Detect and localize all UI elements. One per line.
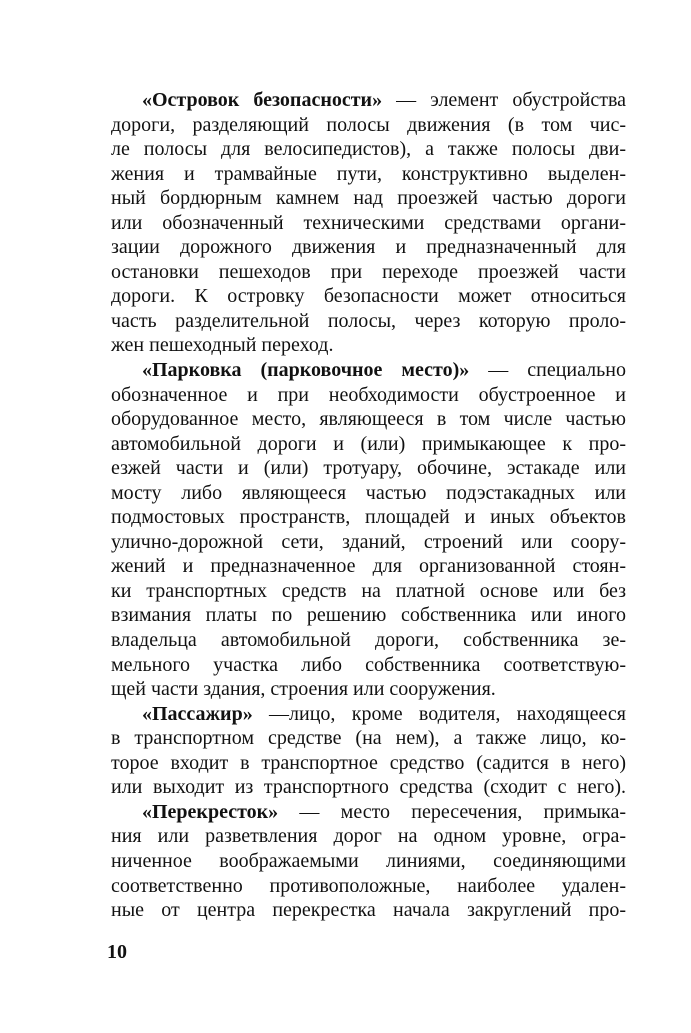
paragraph-first-line	[111, 702, 626, 727]
text-line: ный бордюрным камнем над проезжей частью дороги	[111, 187, 626, 210]
text-line: ле полосы для велосипедистов), а также полосы дви-	[111, 138, 626, 161]
text-line: щей части здания, строения или сооружения.	[111, 678, 496, 701]
text-line: оборудованное место, являющееся в том числе частью	[111, 408, 626, 431]
text-line: владельца автомобильной дороги, собственника зе-	[111, 629, 626, 652]
text-line: дороги, разделяющий полосы движения (в том чис-	[111, 113, 626, 136]
text-line: зации дорожного движения и предназначенный для	[111, 236, 626, 259]
text-line: взимания платы по решению собственника или иного	[111, 604, 626, 627]
text-line: в транспортном средстве (на нем), а также лицо, ко-	[111, 727, 626, 750]
text-line: жения и трамвайные пути, конструктивно выделен-	[111, 162, 626, 185]
paragraph-first-line	[111, 358, 626, 383]
text-line: ния или разветвления дорог на одном уровне, огра-	[111, 825, 626, 848]
text-line: улично-дорожной сети, зданий, строений или соору-	[111, 530, 626, 553]
term-heading: «Островок безопасности»	[142, 89, 383, 111]
term-heading: «Парковка (парковочное место)»	[142, 359, 470, 382]
text-line: — элемент обустройства	[382, 89, 626, 111]
text-line: мосту либо являющееся частью подэстакадных или	[111, 481, 626, 504]
text-line: дороги. К островку безопасности может относиться	[111, 285, 626, 308]
text-line: — место пересечения, примыка-	[278, 800, 626, 823]
text-line: подмостовых пространств, площадей и иных объектов	[111, 506, 626, 529]
text-line: ные от центра перекрестка начала закруглений про-	[111, 899, 626, 922]
text-line: жений и предназначенное для организованной стоян-	[111, 555, 626, 578]
text-line: обозначенное и при необходимости обустроенное и	[111, 383, 626, 406]
paragraph-first-line	[111, 88, 626, 113]
term-heading: «Пассажир»	[142, 702, 253, 725]
body-text	[111, 88, 626, 923]
text-line: автомобильной дороги и (или) примыкающее к про-	[111, 432, 626, 455]
text-line: ки транспортных средств на платной основе или без	[111, 579, 626, 602]
paragraph-first-line	[111, 800, 626, 825]
text-line: часть разделительной полосы, через которую проло-	[111, 309, 626, 332]
page-number: 10	[107, 941, 127, 963]
text-line: езжей части и (или) тротуару, обочине, эстакаде или	[111, 457, 626, 480]
text-line: ниченное воображаемыми линиями, соединяющими	[111, 849, 626, 872]
text-line: мельного участка либо собственника соответствую-	[111, 653, 626, 676]
text-line: торое входит в транспортное средство (садится в него)	[111, 751, 626, 774]
text-line: —лицо, кроме водителя, находящееся	[252, 702, 626, 725]
text-line: жен пешеходный переход.	[111, 334, 334, 357]
text-line: или выходит из транспортного средства (сходит с него).	[111, 776, 626, 799]
text-line: остановки пешеходов при переходе проезжей части	[111, 260, 626, 283]
term-heading: «Перекресток»	[142, 800, 279, 823]
text-line: соответственно противоположные, наиболее удален-	[111, 874, 626, 897]
text-line: или обозначенный техническими средствами органи-	[111, 211, 626, 234]
text-line: — специально	[469, 359, 626, 382]
